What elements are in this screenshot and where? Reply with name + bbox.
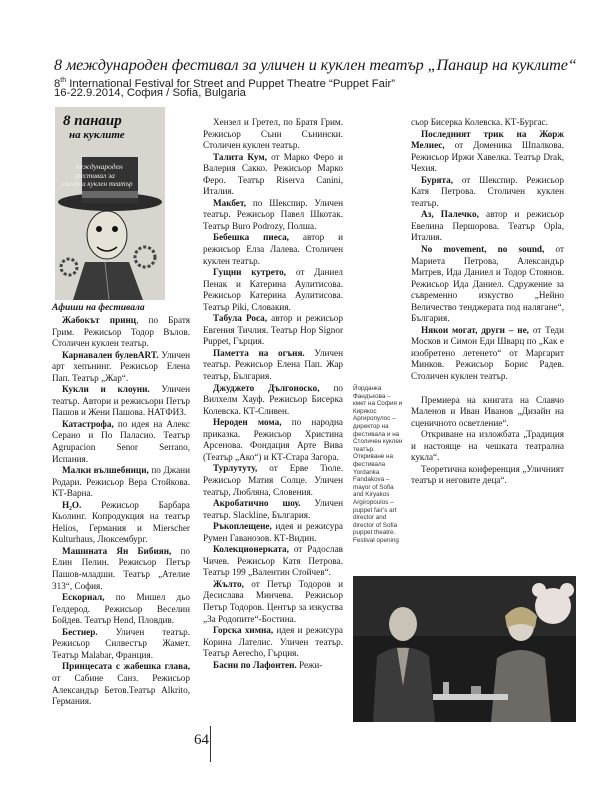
poster-caption-heading: Афиши на фестивала [52,303,145,313]
page-number: 64 [194,732,209,748]
entry-text: автор и режисьор Евелина Першорова. Театър Opla, Италия. [411,209,564,243]
event-paragraph: Премиера на книгата на Славчо Маленов и Иван Иванов „Дизайн на сценичното осветление“. [411,394,564,428]
event-paragraph: Откриване на изложбата „Традиция и настояще на чешката театрална кукла“. [411,429,564,463]
entry-text: от Сабине Санз. Режисьор Александър Бетов.Театър Alkrito, Германия. [52,672,190,707]
list-item [52,419,190,465]
entry-title: Последният трик на Жорж Мелиес, [411,128,564,151]
entry-text: Хензел и Гретел, по Братя Грим. Режисьор Съни Сънински. Столичен куклен театър. [203,117,343,151]
entry-title: Някои могат, други – не, [421,324,529,335]
entry-text: сьор Бисерка Колевска. КТ-Бургас. [411,117,548,127]
entry-title: Горска химна, [213,625,274,636]
entry-text: по идея на Алекс Серано и По Паласио. Театър Agrupacion Senor Serrano, Испания. [52,418,190,464]
entry-text: автор и режисьор Елза Лалева. Столичен куклен театър. [203,232,343,266]
list-item [203,521,343,544]
entry-title: Катастрофа, [62,418,114,429]
list-item [52,350,190,385]
list-item [411,325,564,383]
entry-text: от Даниел Пенак и Катерина Аулитисова. Режисьор Катерина Аулитисова. Театър Piki, Словакия. [203,267,343,312]
entry-title: Аз, Палечко, [421,209,479,220]
list-item [52,500,190,546]
subtitle-post: International Festival for Street and Puppet Theatre “Puppet Fair” [66,77,395,90]
entry-title: Гущни кутрето, [213,267,287,278]
entry-title: H₂O. [62,499,82,510]
entry-title: Макбет, [213,197,246,208]
entry-title: Ескориал, [62,592,105,603]
entry-title: Акробатично шоу. [213,498,301,509]
entry-title: Жабокът принц [62,315,137,325]
entry-text: автор и режисьор Евгения Тичлия. Театър Hop Signor Puppet, Гърция. [203,313,343,347]
entry-title: Малки вълшебници, [62,465,149,476]
entry-text: Уличен арт хепънинг. Режисьор Елена Пап. Театър „Жар“. [52,349,190,383]
entry-text: от Мариета Петрова, Александър Митрев, Ида Даниел и Тодор Стоянов. Режисьор Ида Даниел. Сдружение за съвременно изкуство „Нейно Величество тенджерата под налягане“, България. [411,244,564,324]
poster-title-line-1: 8 панаир [63,113,122,129]
list-item [203,417,343,463]
list-item [203,313,343,348]
column-3 [411,117,564,487]
entry-text: , по Братя Грим. Режисьор Тодор Вълов. Столичен куклен театър. [52,315,190,349]
list-item [203,625,343,660]
entry-title: Басни по Лафонтен. [213,659,297,670]
photo-caption: Йорданка Фандъкова – кмет на София и Кирякос Аргиропулос – директор на фестивала и на Столичен куклен театър. Откриване на фестивала Yordanka Fandakova – mayor of Sofia and Kiryakos Argiropoulos – puppet fair’s art director and director of Sofia puppet theatre. Festival opening [353,385,403,544]
entry-text: по Вилхелм Хауф. Режисьор Бисерка Колевска. КТ-Сливен. [203,382,343,416]
entry-text: по Елин Пелин. Режисьор Петър Пашов-младши. Театър „Ателие 313“, София. [52,545,190,591]
entry-title: Бестиер. [62,626,98,637]
list-item [52,465,190,500]
list-item [52,592,190,627]
photo-illustration [353,576,576,722]
entry-title: Машината Ян Бибиян, [62,545,172,556]
list-item [52,546,190,592]
list-item [203,463,343,498]
entry-title: Джуджето Дългоноско, [213,382,320,393]
list-item [52,315,190,350]
entry-title: Табула Роса, [213,313,268,324]
entry-title: Нероден мома, [213,417,282,428]
entry-text: идея и режисура Румен Гаванозов. КТ-Видин. [203,521,343,543]
entry-text: Режи- [296,659,323,670]
list-item [203,348,343,383]
list-item [203,152,343,198]
entry-title: Бебешка пиеса, [213,232,289,243]
entry-text: идея и режисура Корина Лателис. Уличен театър. Театър Aerecho, Гърция. [203,625,343,659]
list-item [203,660,343,672]
entry-title: Ръкоплещене, [213,521,272,532]
entry-text: от Петър Тодоров и Десислава Минчева. Режисьор Петър Тодоров. Център за изкуства „За Родопите“-Бостина. [203,578,343,624]
entry-text: Уличен театър. Автори и режисьори Петър Пашов и Жени Пашова. НАТФИЗ. [52,384,190,418]
list-item [52,627,190,662]
entry-text: от Марко Феро и Валерия Сакко. Режисьор Марко Феро. Театър Riserva Canini, Италия. [203,151,343,197]
entry-text: от Доменика Шпалкова. Режисьор Иржи Хавелка. Театър Drak, Чехия. [411,140,564,174]
list-item [411,129,564,175]
poster-line-3: международен [75,162,123,171]
poster-line-4: фестивал за [75,171,115,180]
entry-text: по Шекспир. Уличен театър. Режисьор Павел Шкотак. Театър Buro Podrozy, Полша. [203,197,343,231]
entry-title: Карнавален булевART. [62,349,159,360]
list-item [203,232,343,267]
entry-text: по Мишел дьо Гелдерод. Режисьор Веселин Бойдев. Театър Hend, Пловдив. [52,592,190,626]
entry-title: Талита Кум, [213,151,267,162]
page-number-rule [210,726,211,762]
entry-title: Кукли и клоуни. [62,384,150,395]
entry-text: Уличен театър. Режисьор Елена Пап. Жар театър, България. [203,347,343,382]
list-item [203,267,343,313]
list-item [203,383,343,418]
entry-text: от Ерве Тюле. Режисьор Матия Солце. Уличен театър, Любляна, Словения. [203,463,343,497]
festival-dates: 16-22.9.2014, София / Sofia, Bulgaria [54,87,246,99]
list-item [203,117,343,152]
entry-title: Принцесата с жабешка глава, [62,661,190,672]
entry-title: Паметта на огъня. [213,347,305,358]
subtitle-pre: 8 [54,77,61,90]
subtitle-sup: th [60,77,67,84]
poster-line-5: уличен и куклен театър [61,180,133,188]
list-item [52,661,190,707]
event-paragraph: Теоретична конференция „Уличният театър и неговите деца“. [411,463,564,486]
entry-title: Колекционерката, [213,544,289,555]
entry-title: No movement, no sound, [421,244,545,255]
column-2 [203,117,343,671]
poster-title-line-2: на куклите [69,129,125,141]
list-item [203,579,343,625]
list-item [52,384,190,419]
entry-text: Уличен театър. Режисьор Силвестър Жамет. Театър Malabar, Франция. [52,626,190,660]
entry-text: по Джани Родари. Режисьор Вера Стойкова. КТ-Варна. [52,465,190,499]
list-item [411,209,564,244]
list-item [203,198,343,233]
list-item [411,117,564,129]
entry-title: Бурята, [421,174,454,185]
festival-opening-photo [353,576,576,722]
list-item [203,498,343,521]
entry-title: Жълто, [213,578,244,589]
entry-text: Режисьор Барбара Кьолинг. Копродукция на театър Helios, Германия и Mierscher Kulturhaus, Люксембург. [52,499,190,545]
page-title: 8 международен фестивал за уличен и куклен театър „Панаир на куклите“ [54,56,577,74]
entry-text: от Теди Москов и Симон Еди Шварц по „Как е изобретено летенето“ от Маргарит Минков. Режисьор Борис Радев. Столичен куклен театър. [411,324,564,382]
festival-poster [55,107,165,300]
entry-text: от Шекспир. Режисьор Катя Петрова. Столичен куклен театър. [411,174,564,208]
list-item [411,175,564,210]
entry-text: Уличен театър. Slackline, България. [203,498,343,520]
list-item [411,244,564,325]
column-1 [52,315,190,708]
entry-title: Турлутуту, [213,463,258,474]
entry-text: по народна приказка. Режисьор Христина Арсенова. Фондация Арте Вива (Театър „Ако“) и КТ-Стара Загора. [203,417,343,462]
entry-text: от Радослав Чичев. Режисьор Катя Петрова. Театър 199 „Валентин Стойчев“. [203,544,343,578]
list-item [203,544,343,579]
